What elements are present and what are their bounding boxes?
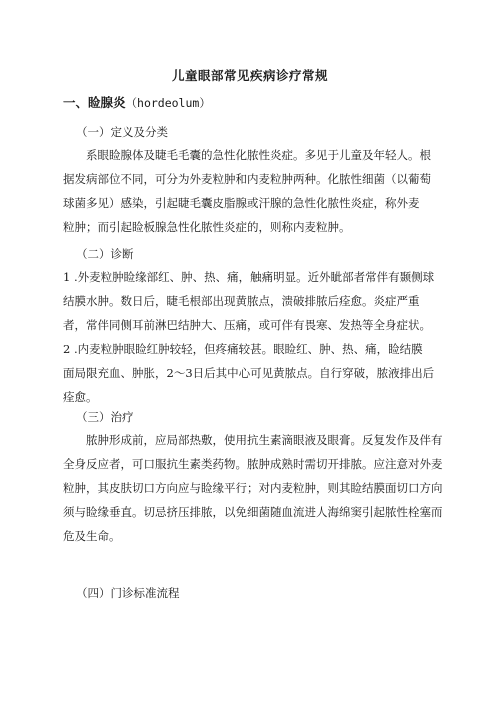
section-heading-hordeolum [63,93,211,111]
paragraph-line: 据发病部位不同，可分为外麦粒肿和内麦粒肿两种。化脓性细菌（以葡萄 [63,172,431,186]
subheading-treatment: （三）治疗 [76,410,134,424]
paragraph-line: 面局限充血、肿胀，2〜3日后其中心可见黄脓点。自行穿破，脓液排出后 [63,366,435,380]
paragraph-line: 者，常伴同侧耳前淋巴结肿大、压痛，或可伴有畏寒、发热等全身症状。 [63,318,431,332]
paragraph-line: 危及生命。 [63,529,121,543]
paragraph-line: 球菌多见）感染，引起睫毛囊皮脂腺或汗腺的急性化脓性炎症，称外麦 [63,196,420,210]
paragraph-line: 粒肿；而引起睑板腺急性化脓性炎症的，则称内麦粒肿。 [63,220,351,234]
subheading-definition: （一）定义及分类 [76,125,168,139]
paragraph-line: 粒肿，其皮肤切口方向应与睑缘平行；对内麦粒肿，则其睑结膜面切口方向 [63,481,443,495]
paragraph-line: 全身反应者，可口服抗生素类药物。脓肿成熟时需切开排脓。应注意对外麦 [63,457,443,471]
subheading-diagnosis: （二）诊断 [76,247,134,261]
paragraph-treatment [63,428,443,548]
paragraph-line: 须与睑缘垂直。切忌挤压排脓，以免细菌随血流进人海绵窦引起脓性栓塞而 [63,505,443,519]
section-heading-latin: （hordeolum） [125,96,211,110]
document-title: 儿童眼部常见疾病诊疗常规 [171,68,328,83]
paragraph-line: 脓肿形成前，应局部热敷，使用抗生素滴眼液及眼膏。反复发作及伴有 [86,433,443,447]
paragraph-definition [63,143,438,239]
subheading-outpatient-procedure: （四）门诊标准流程 [76,586,180,600]
paragraph-line: 结膜水肿。数日后，睫毛根部出现黄脓点，溃破排脓后痊愈。炎症严重 [63,294,420,308]
section-heading-text: 一、睑腺炎 [63,95,126,110]
paragraph-diagnosis [63,265,438,409]
paragraph-line: 1 .外麦粒肿睑缘部红、肿、热、痛，触痛明显。近外眦部者常伴有颞侧球 [63,270,435,284]
paragraph-line: 2 .内麦粒肿眼睑红肿较轻，但疼痛较甚。眼睑红、肿、热、痛，睑结膜 [63,342,423,356]
paragraph-line: 痊愈。 [63,390,98,404]
paragraph-line: 系眼睑腺体及睫毛毛囊的急性化脓性炎症。多见于儿童及年轻人。根 [86,148,431,162]
